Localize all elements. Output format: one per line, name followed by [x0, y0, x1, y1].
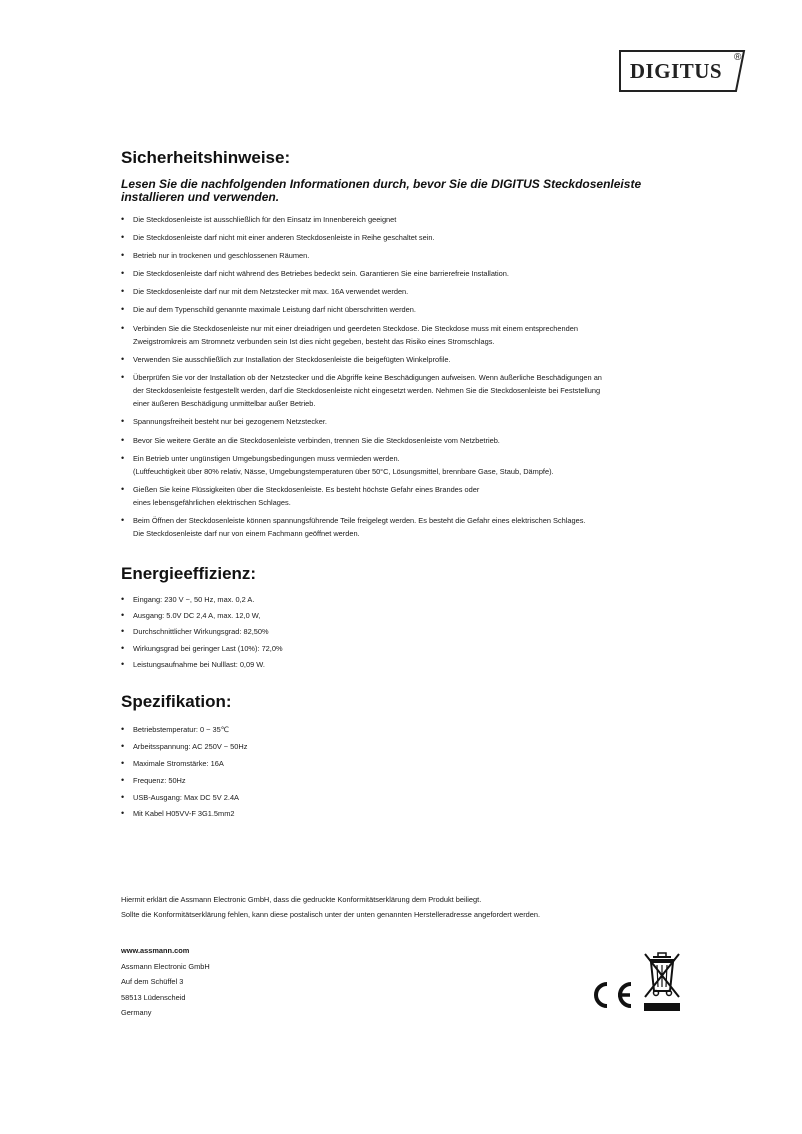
list-item [121, 267, 681, 280]
list-item: • Durchschnittlicher Wirkungsgrad: 82,50% [121, 626, 521, 637]
list-item [121, 303, 681, 316]
list-item-line: • Die auf dem Typenschild genannte maximale Leistung darf nicht überschritten werden. [133, 305, 416, 315]
list-item [121, 371, 681, 411]
list-item-line: • Die Steckdosenleiste ist ausschließlich für den Einsatz im Innenbereich geeignet [133, 215, 397, 224]
conformity-declaration [121, 892, 721, 922]
street: Auf dem Schüffel 3 [121, 977, 184, 986]
list-item: • USB-Ausgang: Max DC 5V 2.4A [121, 792, 521, 803]
energy-list [121, 594, 521, 675]
energy-title: Energieeffizienz: [121, 564, 257, 583]
list-item [121, 434, 681, 447]
list-item-line: • Betrieb nur in trockenen und geschlossenen Räumen. [133, 251, 310, 261]
list-item-line: • Spannungsfreiheit besteht nur bei gezogenem Netzstecker. [133, 417, 327, 427]
list-item-line: (Luftfeuchtigkeit über 80% relativ, Nässe, Umgebungstemperaturen über 50°C, Lösungsmittel, brennbare Gase, Staub, Dämpfe). [133, 466, 554, 476]
list-item: • Maximale Stromstärke: 16A [121, 758, 521, 769]
city: 58513 Lüdenscheid [121, 992, 186, 1002]
list-item: • Mit Kabel H05VV-F 3G1.5mm2 [121, 808, 521, 819]
manufacturer-address [121, 943, 210, 1021]
ce-mark-icon [588, 980, 634, 1010]
logo-text: DIGITUS [629, 58, 723, 83]
list-item [121, 483, 681, 509]
list-item [121, 514, 681, 540]
spec-list [121, 724, 521, 825]
list-item [121, 249, 681, 262]
list-item [121, 231, 681, 244]
list-item-line: Zweigstromkreis am Stromnetz verbunden sein Ist dies nicht gegeben, besteht das Risiko eines Stromschlags. [133, 336, 495, 346]
list-item: • Arbeitsspannung: AC 250V ~ 50Hz [121, 741, 521, 752]
list-item-line: Die Steckdosenleiste darf nur von einem Fachmann geöffnet werden. [133, 529, 360, 539]
country: Germany [121, 1008, 152, 1017]
logo-registered-mark: ® [734, 52, 742, 63]
safety-list [121, 213, 681, 546]
list-item: • Wirkungsgrad bei geringer Last (10%): 72,0% [121, 643, 521, 654]
list-item-line: • Bevor Sie weitere Geräte an die Steckdosenleiste verbinden, trennen Sie die Steckdosenleiste vom Netzbetrieb. [133, 435, 500, 445]
list-item [121, 353, 681, 366]
website-link[interactable]: www.assmann.com [121, 946, 190, 955]
list-item-line: • Verwenden Sie ausschließlich zur Installation der Steckdosenleiste die beigefügten Winkelprofile. [133, 354, 451, 364]
list-item [121, 415, 681, 428]
company-name: Assmann Electronic GmbH [121, 961, 210, 971]
declaration-line-1: Hiermit erklärt die Assmann Electronic GmbH, dass die gedruckte Konformitätserklärung dem Produkt beiliegt. [121, 895, 482, 904]
list-item-line: • Überprüfen Sie vor der Installation ob der Netzstecker und die Abgriffe keine Beschädigungen aufweisen. Wenn äußerliche Beschädigungen an [133, 372, 602, 382]
weee-bin-icon [641, 951, 683, 1013]
list-item-line: • Gießen Sie keine Flüssigkeiten über die Steckdosenleiste. Es besteht höchste Gefahr eines Brandes oder [133, 484, 480, 494]
list-item-line: • Die Steckdosenleiste darf nicht mit einer anderen Steckdosenleiste in Reihe geschaltet sein. [133, 233, 435, 243]
digitus-logo [617, 49, 747, 93]
list-item [121, 322, 681, 348]
safety-title: Sicherheitshinweise: [121, 148, 291, 167]
list-item-line: eines lebensgefährlichen elektrischen Schlages. [133, 498, 291, 508]
list-item-line: • Verbinden Sie die Steckdosenleiste nur mit einer dreiadrigen und geerdeten Steckdose. Die Steckdose muss mit einem entsprechenden [133, 323, 578, 333]
list-item: • Eingang: 230 V ~, 50 Hz, max. 0,2 A. [121, 594, 521, 605]
list-item [121, 452, 681, 478]
list-item-line: • Beim Öffnen der Steckdosenleiste können spannungsführende Teile freigelegt werden. Es besteht die Gefahr eines elektrischen Schlages. [133, 516, 586, 526]
list-item [121, 285, 681, 298]
list-item-line: • Die Steckdosenleiste darf nicht während des Betriebes bedeckt sein. Garantieren Sie eine barrierefreie Installation. [133, 269, 509, 279]
list-item: • Betriebstemperatur: 0 ~ 35℃ [121, 724, 521, 735]
list-item [121, 213, 681, 226]
list-item-line: • Ein Betrieb unter ungünstigen Umgebungsbedingungen muss vermieden werden. [133, 453, 400, 463]
list-item-line: der Steckdosenleiste festgestellt werden, darf die Steckdosenleiste nicht eingesetzt werden. Nehmen Sie die Steckdosenleiste bei Feststellung [133, 386, 601, 396]
list-item: • Leistungsaufnahme bei Nulllast: 0,09 W. [121, 659, 521, 670]
list-item: • Ausgang: 5.0V DC 2,4 A, max. 12,0 W, [121, 610, 521, 621]
declaration-line-2: Sollte die Konformitätserklärung fehlen, kann diese postalisch unter der unten genannten Herstelleradresse angefordert werden. [121, 910, 541, 919]
list-item: • Frequenz: 50Hz [121, 775, 521, 786]
spec-title: Spezifikation: [121, 692, 232, 711]
list-item-line: • Die Steckdosenleiste darf nur mit dem Netzstecker mit max. 16A verwendet werden. [133, 287, 409, 297]
safety-subtitle: Lesen Sie die nachfolgenden Informationen durch, bevor Sie die DIGITUS Steckdosenleiste installieren und verwenden. [121, 177, 642, 204]
list-item-line: einer äußeren Beschädigung unmittelbar außer Betrieb. [133, 399, 316, 409]
